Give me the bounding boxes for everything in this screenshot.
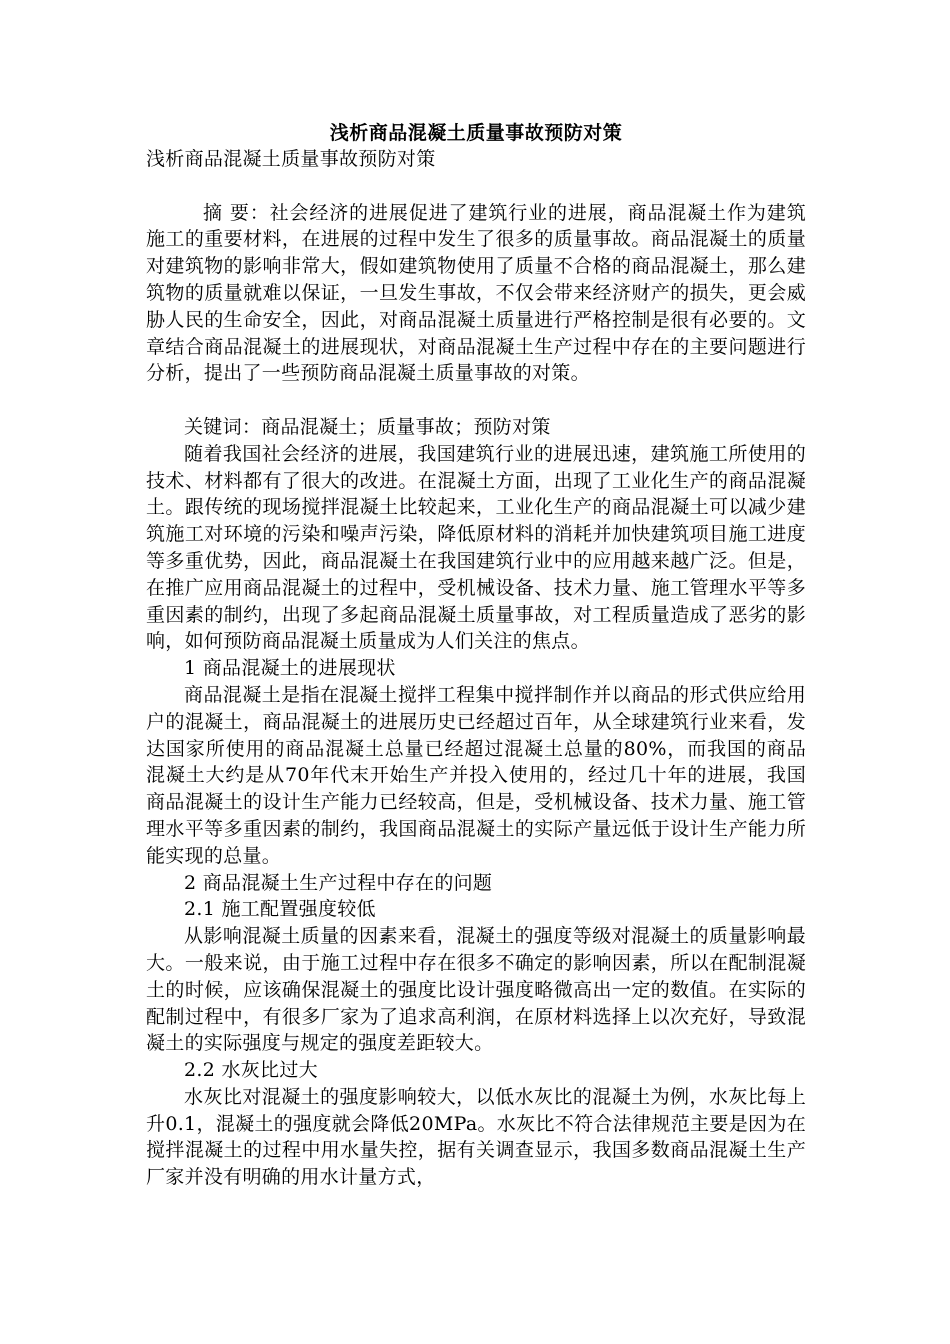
document-subtitle: 浅析商品混凝土质量事故预防对策	[146, 148, 436, 170]
keywords-line: 关键词：商品混凝土；质量事故；预防对策	[184, 415, 551, 438]
section-1-heading: 1 商品混凝土的进展现状	[184, 657, 396, 680]
document-title: 浅析商品混凝土质量事故预防对策	[329, 122, 623, 144]
section-2-2-heading: 2.2 水灰比过大	[184, 1059, 318, 1082]
intro-paragraph: 随着我国社会经济的进展，我国建筑行业的进展迅速，建筑施工所使用的技术、材料都有了很大的改进。在混凝土方面，出现了工业化生产的商品混凝土。跟传统的现场搅拌混凝土比较起来，工业化生产的商品混凝土可以减少建筑施工对环境的污染和噪声污染，降低原材料的消耗并加快建筑项目施工进度等多重优势，因此，商品混凝土在我国建筑行业中的应用越来越广泛。但是，在推广应用商品混凝土的过程中，受机械设备、技术力量、施工管理水平等多重因素的制约，出现了多起商品混凝土质量事故，对工程质量造成了恶劣的影响，如何预防商品混凝土质量成为人们关注的焦点。	[146, 442, 806, 653]
section-2-2-paragraph: 水灰比对混凝土的强度影响较大，以低水灰比的混凝土为例，水灰比每上升0.1，混凝土的强度就会降低20MPa。水灰比不符合法律规范主要是因为在搅拌混凝土的过程中用水量失控，据有关调查显示，我国多数商品混凝土生产厂家并没有明确的用水计量方式，	[146, 1085, 806, 1189]
section-1-paragraph: 商品混凝土是指在混凝土搅拌工程集中搅拌制作并以商品的形式供应给用户的混凝土，商品混凝土的进展历史已经超过百年，从全球建筑行业来看，发达国家所使用的商品混凝土总量已经超过混凝土总量的80%，而我国的商品混凝土大约是从70年代末开始生产并投入使用的，经过几十年的进展，我国商品混凝土的设计生产能力已经较高，但是，受机械设备、技术力量、施工管理水平等多重因素的制约，我国商品混凝土的实际产量远低于设计生产能力所能实现的总量。	[146, 683, 806, 867]
blank-line	[146, 387, 806, 414]
section-2-1-paragraph: 从影响混凝土质量的因素来看，混凝土的强度等级对混凝土的质量影响最大。一般来说，由于施工过程中存在很多不确定的影响因素，所以在配制混凝土的时候，应该确保混凝土的强度比设计强度略微高出一定的数值。在实际的配制过程中，有很多厂家为了追求高利润，在原材料选择上以次充好，导致混凝土的实际强度与规定的强度差距较大。	[146, 925, 806, 1055]
section-2-heading: 2 商品混凝土生产过程中存在的问题	[184, 871, 493, 894]
document-page	[146, 120, 806, 1191]
section-2-1-heading: 2.1 施工配置强度较低	[184, 898, 376, 921]
blank-line	[146, 173, 806, 200]
abstract-paragraph: 摘 要：社会经济的进展促进了建筑行业的进展，商品混凝土作为建筑施工的重要材料，在进展的过程中发生了很多的质量事故。商品混凝土的质量对建筑物的影响非常大，假如建筑物使用了质量不合格的商品混凝土，那么建筑物的质量就难以保证，一旦发生事故，不仅会带来经济财产的损失，更会威胁人民的生命安全，因此，对商品混凝土质量进行严格控制是很有必要的。文章结合商品混凝土的进展现状，对商品混凝土生产过程中存在的主要问题进行分析，提出了一些预防商品混凝土质量事故的对策。	[146, 201, 806, 385]
